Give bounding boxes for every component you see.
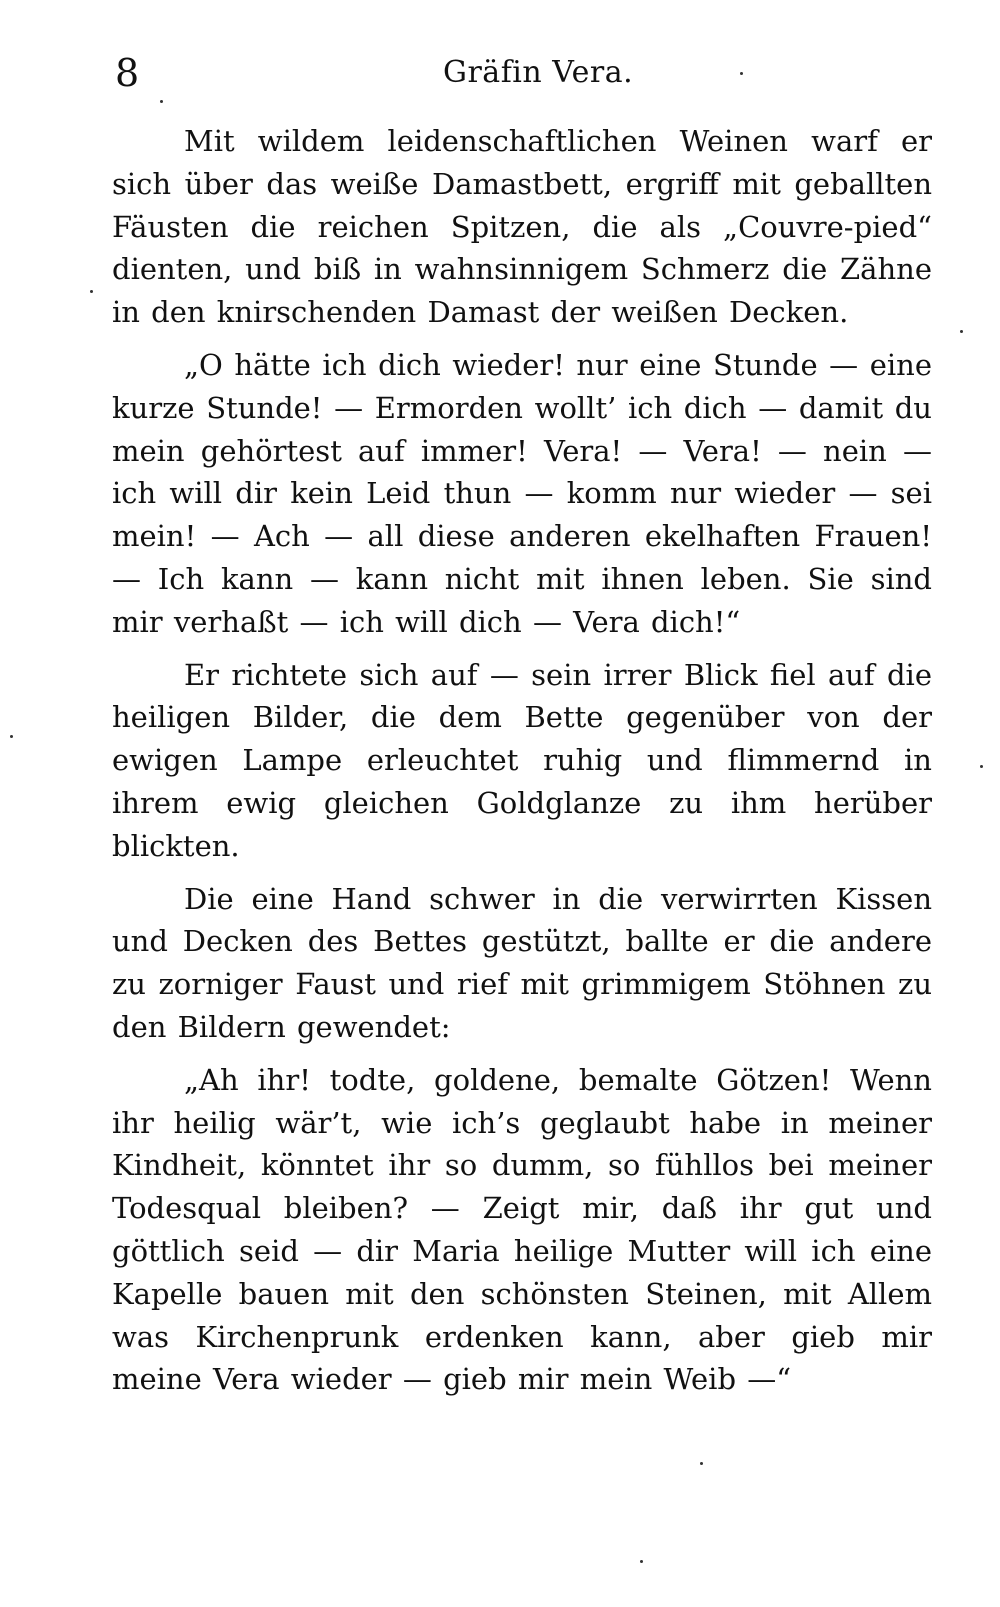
scan-speck <box>10 735 13 738</box>
running-title: Gräfin Vera. <box>443 55 634 90</box>
scan-speck <box>700 1462 703 1465</box>
scan-speck <box>160 100 163 103</box>
scan-speck <box>960 330 963 333</box>
scan-speck <box>740 72 743 75</box>
scan-speck <box>90 290 93 293</box>
paragraph-1: Mit wildem leidenschaftlichen Weinen warf er sich über das weiße Damastbett, ergriff mit geballten Fäusten die reichen Spitzen, die als „Couvre-pied“ dienten, und biß in wahnsinnigem Schmerz die Zähne in den knirschenden Damast der weißen Decken. <box>112 124 932 330</box>
scan-speck <box>640 1560 643 1563</box>
paragraph-2: „O hätte ich dich wieder! nur eine Stunde — eine kurze Stunde! — Ermorden wollt’ ich dich — damit du mein gehörtest auf immer! Vera! — Vera! — nein — ich will dir kein Leid thun — komm nur wieder — sei mein! — Ach — all diese anderen ekelhaften Frauen! — Ich kann — kann nicht mit ihnen leben. Sie sind mir verhaßt — ich will dich — Vera dich!“ <box>112 347 932 639</box>
page-header <box>115 48 930 98</box>
page-number: 8 <box>115 51 140 95</box>
body-text <box>112 120 932 1401</box>
scan-speck <box>980 765 983 768</box>
paragraph-3: Er richtete sich auf — sein irrer Blick fiel auf die heiligen Bilder, die dem Bette gegenüber von der ewigen Lampe erleuchtet ruhig und flimmernd in ihrem ewig gleichen Goldglanze zu ihm herüber blickten. <box>112 657 932 863</box>
paragraph-5: „Ah ihr! todte, goldene, bemalte Götzen! Wenn ihr heilig wär’t, wie ich’s geglaubt habe in meiner Kindheit, könntet ihr so dumm, so fühllos bei meiner Todesqual bleiben? — Zeigt mir, daß ihr gut und göttlich seid — dir Maria heilige Mutter will ich eine Kapelle bauen mit den schönsten Steinen, mit Allem was Kirchenprunk erdenken kann, aber gieb mir meine Vera wieder — gieb mir mein Weib —“ <box>112 1062 932 1397</box>
paragraph-4: Die eine Hand schwer in die verwirrten Kissen und Decken des Bettes gestützt, ballte er die andere zu zorniger Faust und rief mit grimmigem Stöhnen zu den Bildern gewendet: <box>112 881 932 1044</box>
